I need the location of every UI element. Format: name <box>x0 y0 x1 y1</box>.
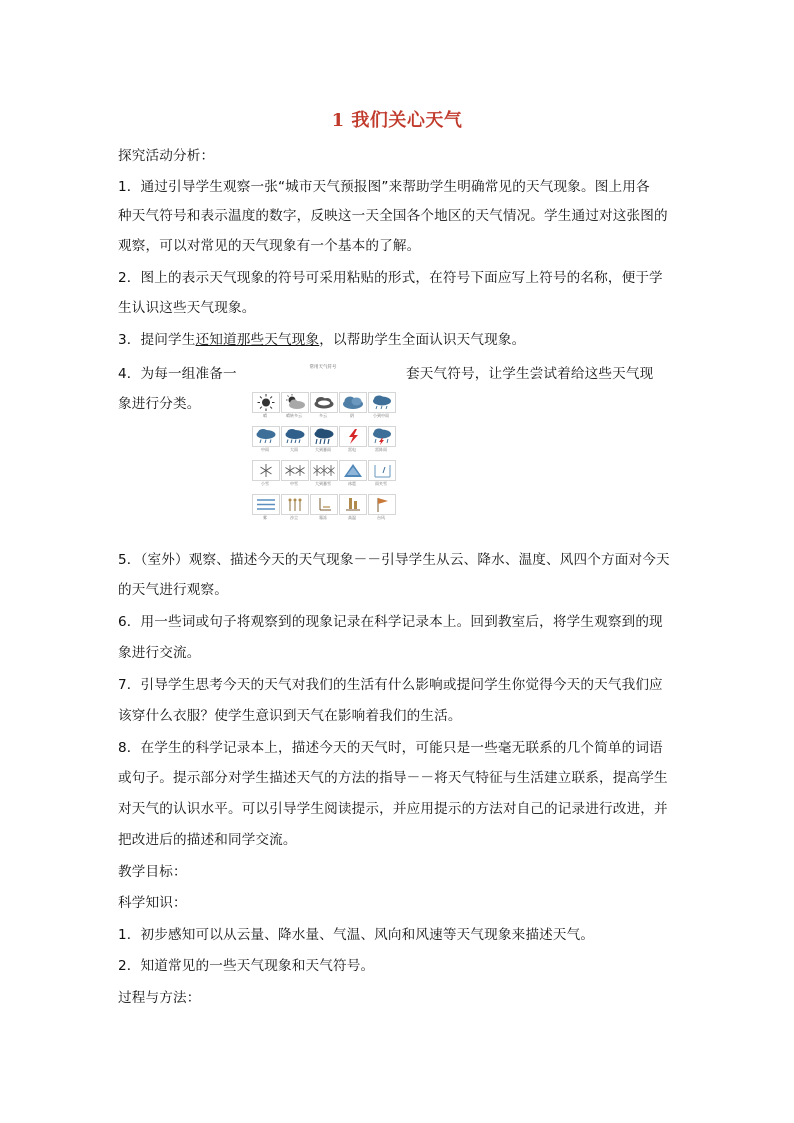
symbol-caption: 大到暴雪 <box>315 481 331 486</box>
symbol-caption: 雾 <box>263 515 267 520</box>
paragraph-line: 或句子。提示部分对学生描述天气的方法的指导－－将天气特征与生活建立联系，提高学生 <box>118 770 668 786</box>
sun-icon <box>253 393 279 412</box>
sunny-symbol <box>252 392 280 413</box>
underlined-text: 还知道那些天气现象 <box>195 332 320 348</box>
symbol-caption: 中雪 <box>290 481 298 486</box>
thunderstorm-icon <box>369 427 395 446</box>
symbol-caption: 多云 <box>319 413 327 418</box>
symbol-caption: 小到中雨 <box>373 413 389 418</box>
paragraph-line: 把改进后的描述和同学交流。 <box>118 832 297 848</box>
paragraph-line: 1．初步感知可以从云量、降水量、气温、风向和风速等天气现象来描述天气。 <box>118 927 595 943</box>
paragraph-line: 1．通过引导学生观察一张“城市天气预报图”来帮助学生明确常见的天气现象。图上用各 <box>118 179 650 195</box>
symbol-caption: 雷阵雨 <box>375 447 387 452</box>
sleet-icon <box>369 461 395 480</box>
light-snow-symbol <box>252 460 280 481</box>
symbol-caption: 台风 <box>377 515 385 520</box>
weather-symbols-figure <box>248 364 398 522</box>
hail-symbol <box>339 460 367 481</box>
subheading-process-methods: 过程与方法： <box>118 990 201 1006</box>
thermometer-icon <box>340 495 366 514</box>
symbol-caption: 雷电 <box>348 447 356 452</box>
symbol-caption: 沙尘 <box>290 515 298 520</box>
symbol-caption: 高温 <box>348 515 356 520</box>
moderate-snow-symbol <box>281 460 309 481</box>
symbol-caption: 霜冻 <box>319 515 327 520</box>
thunder-symbol <box>339 426 367 447</box>
paragraph-line: 对天气的认识水平。可以引导学生阅读提示，并应用提示的方法对自己的记录进行改进，并 <box>118 801 668 817</box>
heavy-rain-symbol <box>281 426 309 447</box>
symbol-caption: 晴 <box>263 413 267 418</box>
paragraph-line: 套天气符号，让学生尝试着给这些天气现 <box>406 366 654 382</box>
symbol-caption: 冰雹 <box>348 481 356 486</box>
paragraph-line: 2．知道常见的一些天气现象和天气符号。 <box>118 958 375 974</box>
paragraph-line: 5．（室外）观察、描述今天的天气现象－－引导学生从云、降水、温度、风四个方面对今天 <box>118 552 670 568</box>
snowflake-icon <box>311 461 337 480</box>
sandstorm-icon <box>282 495 308 514</box>
frost-symbol <box>310 494 338 515</box>
paragraph-line: 8．在学生的科学记录本上，描述今天的天气时，可能只是一些毫无联系的几个简单的词语 <box>118 740 663 756</box>
flag-icon <box>369 495 395 514</box>
text-segment: ，以帮助学生全面认识天气现象。 <box>319 332 526 348</box>
overcast-cloud-icon <box>340 393 366 412</box>
paragraph-line: 该穿什么衣服？使学生意识到天气在影响着我们的生活。 <box>118 708 462 724</box>
symbol-caption: 大雨 <box>290 447 298 452</box>
symbol-caption: 雨夹雪 <box>375 481 387 486</box>
section-heading-analysis: 探究活动分析： <box>118 148 215 164</box>
cloudy-symbol <box>310 392 338 413</box>
paragraph-line: 生认识这些天气现象。 <box>118 300 256 316</box>
snowflake-icon <box>253 461 279 480</box>
rain-cloud-icon <box>282 427 308 446</box>
section-heading-objectives: 教学目标： <box>118 864 187 880</box>
lightning-icon <box>340 427 366 446</box>
paragraph-line: 4．为每一组准备一 <box>118 366 237 382</box>
cloud-icon <box>311 393 337 412</box>
rain-cloud-icon <box>369 393 395 412</box>
hail-icon <box>340 461 366 480</box>
sandstorm-symbol <box>281 494 309 515</box>
snowflake-icon <box>282 461 308 480</box>
text-segment: 3．提问学生 <box>118 332 196 348</box>
symbol-caption: 晴转多云 <box>286 413 302 418</box>
subheading-knowledge: 科学知识： <box>118 895 187 911</box>
light-to-moderate-rain-symbol <box>368 392 396 413</box>
symbol-caption: 小雪 <box>261 481 269 486</box>
rain-cloud-icon <box>311 427 337 446</box>
paragraph-line: 象进行分类。 <box>118 396 201 412</box>
high-temperature-symbol <box>339 494 367 515</box>
rainstorm-symbol <box>310 426 338 447</box>
paragraph-line: 观察，可以对常见的天气现象有一个基本的了解。 <box>118 238 421 254</box>
thunderstorm-symbol <box>368 426 396 447</box>
paragraph-line: 象进行交流。 <box>118 645 201 661</box>
heavy-snow-symbol <box>310 460 338 481</box>
paragraph-line: 6．用一些词或句子将观察到的现象记录在科学记录本上。回到教室后，将学生观察到的现 <box>118 614 663 630</box>
sunny-to-cloudy-symbol <box>281 392 309 413</box>
rain-cloud-icon <box>253 427 279 446</box>
paragraph-line: 2．图上的表示天气现象的符号可采用粘贴的形式，在符号下面应写上符号的名称，便于学 <box>118 270 663 286</box>
symbol-caption: 阴 <box>350 413 354 418</box>
paragraph-line: 种天气符号和表示温度的数字，反映这一天全国各个地区的天气情况。学生通过对这张图的 <box>118 208 668 224</box>
symbol-caption: 大到暴雨 <box>315 447 331 452</box>
fog-icon <box>253 495 279 514</box>
paragraph-line: 7．引导学生思考今天的天气对我们的生活有什么影响或提问学生你觉得今天的天气我们应 <box>118 677 663 693</box>
figure-title: 常用天气符号 <box>309 365 337 370</box>
paragraph-line: 的天气进行观察。 <box>118 582 228 598</box>
sleet-symbol <box>368 460 396 481</box>
frost-icon <box>311 495 337 514</box>
fog-symbol <box>252 494 280 515</box>
page-title: 1 我们关心天气 <box>331 110 463 131</box>
moderate-rain-symbol <box>252 426 280 447</box>
typhoon-symbol <box>368 494 396 515</box>
overcast-symbol <box>339 392 367 413</box>
paragraph-line <box>118 330 525 350</box>
sun-cloud-icon <box>282 393 308 412</box>
symbol-caption: 中雨 <box>261 447 269 452</box>
